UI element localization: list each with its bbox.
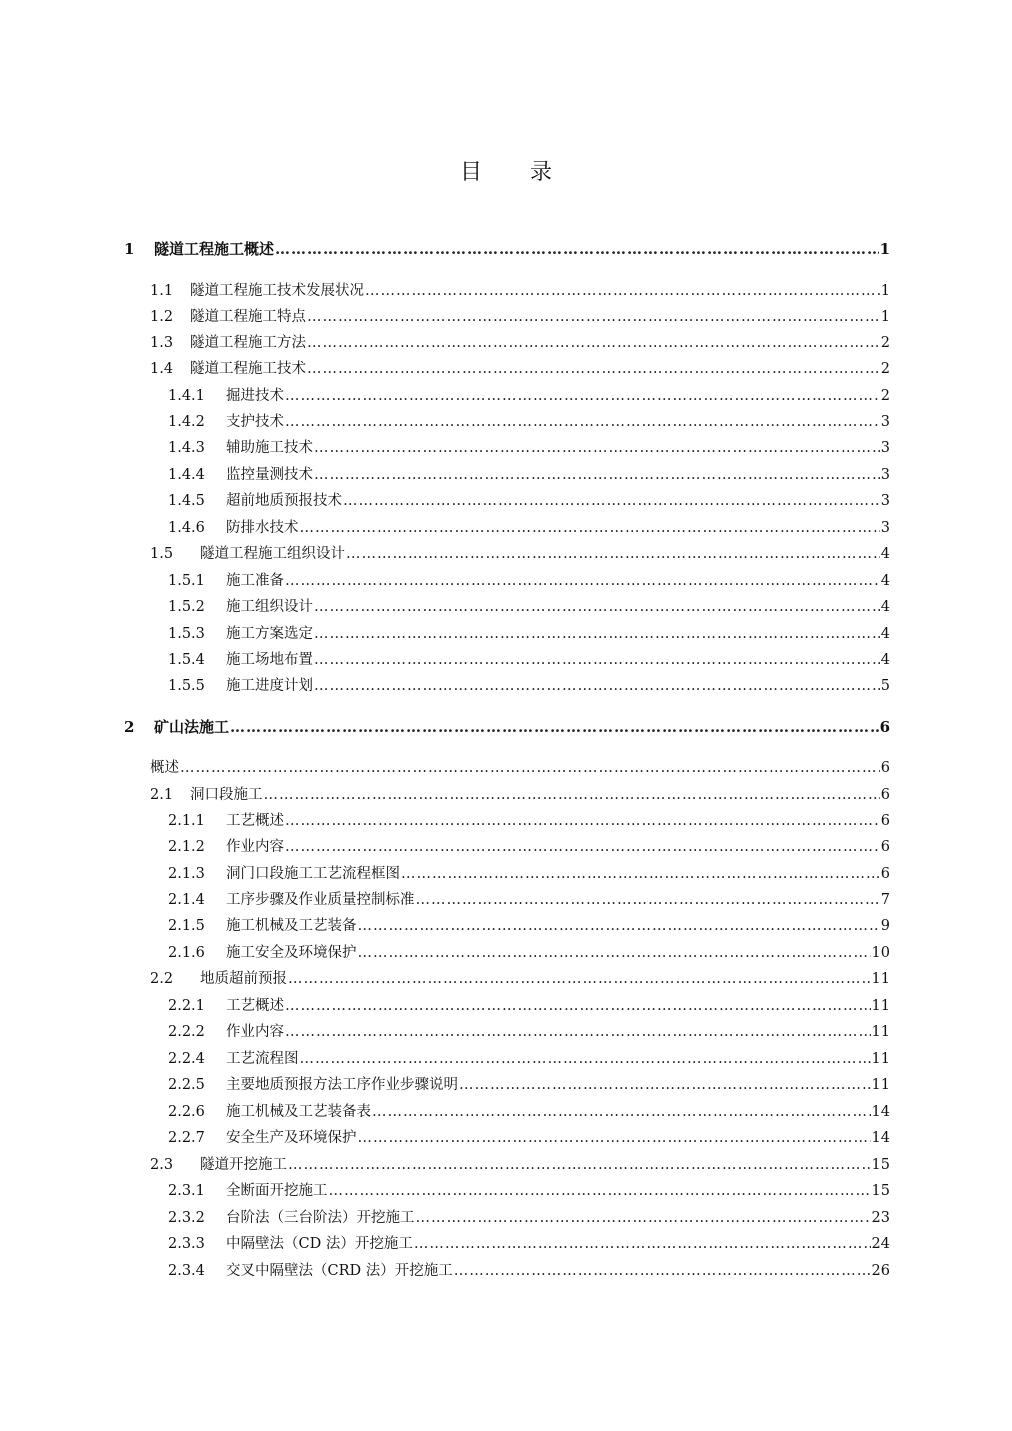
toc-leader-dots xyxy=(180,756,880,780)
toc-leader-dots xyxy=(288,1153,871,1177)
toc-page-number: 6 xyxy=(880,760,890,776)
toc-entry-title: 安全生产及环境保护 xyxy=(226,1130,357,1146)
toc-chapter-entry[interactable] xyxy=(124,715,890,739)
toc-page-number: 23 xyxy=(871,1210,890,1226)
toc-entry-number: 1.5.5 xyxy=(168,678,205,694)
toc-leader-dots xyxy=(285,1020,871,1044)
toc-page-number: 6 xyxy=(880,839,890,855)
toc-leader-dots xyxy=(314,595,880,619)
toc-page-number: 6 xyxy=(880,813,890,829)
toc-entry[interactable] xyxy=(168,674,890,698)
toc-leader-dots xyxy=(329,1179,871,1203)
toc-entry-title: 工艺概述 xyxy=(226,813,284,829)
toc-page-number: 3 xyxy=(880,467,890,483)
toc-entry-title: 中隔壁法（CD 法）开挖施工 xyxy=(226,1236,413,1252)
toc-page-number: 6 xyxy=(880,787,890,803)
toc-entry-title: 地质超前预报 xyxy=(200,971,287,987)
toc-leader-dots xyxy=(230,715,879,739)
toc-leader-dots xyxy=(365,279,880,303)
toc-page-number: 11 xyxy=(871,1051,890,1067)
toc-entry-title: 施工机械及工艺装备 xyxy=(226,918,357,934)
toc-leader-dots xyxy=(343,489,880,513)
toc-entry-number: 2.2.4 xyxy=(168,1051,205,1067)
toc-entry-title: 作业内容 xyxy=(226,839,284,855)
toc-entry-title: 全断面开挖施工 xyxy=(226,1183,328,1199)
toc-entry[interactable] xyxy=(168,648,890,672)
toc-page-number: 2 xyxy=(880,361,890,377)
toc-entry[interactable] xyxy=(168,941,890,965)
toc-leader-dots xyxy=(300,516,880,540)
toc-leader-dots xyxy=(285,410,880,434)
toc-entry-number: 1.5.2 xyxy=(168,599,205,615)
toc-leader-dots xyxy=(275,237,879,261)
toc-entry[interactable] xyxy=(150,331,890,355)
toc-entry-title: 施工场地布置 xyxy=(226,652,313,668)
toc-page-number: 3 xyxy=(880,493,890,509)
toc-page-number: 24 xyxy=(871,1236,890,1252)
toc-page-number: 9 xyxy=(880,918,890,934)
toc-page-number: 1 xyxy=(880,309,890,325)
toc-leader-dots xyxy=(454,1259,871,1283)
toc-entry[interactable] xyxy=(150,1153,890,1177)
toc-entry[interactable] xyxy=(168,1206,890,1230)
toc-entry-title: 施工组织设计 xyxy=(226,599,313,615)
toc-page-number: 15 xyxy=(871,1157,890,1173)
toc-entry[interactable] xyxy=(150,279,890,303)
toc-entry-number: 2.3.2 xyxy=(168,1210,205,1226)
toc-entry-number: 1 xyxy=(124,240,135,258)
toc-entry-title: 监控量测技术 xyxy=(226,467,313,483)
toc-entry-number: 2.2.5 xyxy=(168,1077,205,1093)
toc-entry-title: 隧道开挖施工 xyxy=(200,1157,287,1173)
toc-entry-number: 1.4.5 xyxy=(168,493,205,509)
toc-entry-number: 2.1 xyxy=(150,787,174,803)
toc-entry-title: 矿山法施工 xyxy=(154,718,230,736)
toc-entry[interactable] xyxy=(168,1126,890,1150)
toc-entry-title: 施工进度计划 xyxy=(226,678,313,694)
toc-page-number: 11 xyxy=(871,998,890,1014)
toc-page-number: 26 xyxy=(871,1263,890,1279)
toc-entry-number: 2.2.2 xyxy=(168,1024,205,1040)
toc-entry[interactable] xyxy=(168,1259,890,1283)
toc-entry-number: 2.1.5 xyxy=(168,918,205,934)
toc-entry-number: 2.2.1 xyxy=(168,998,205,1014)
toc-entry[interactable] xyxy=(150,756,890,780)
toc-entry-title: 隧道工程施工组织设计 xyxy=(200,546,345,562)
toc-leader-dots xyxy=(288,967,871,991)
toc-entry-number: 2.3.3 xyxy=(168,1236,205,1252)
toc-entry-title: 辅助施工技术 xyxy=(226,440,313,456)
toc-entry-number: 2.2.6 xyxy=(168,1104,205,1120)
toc-page-number: 3 xyxy=(880,520,890,536)
toc-leader-dots xyxy=(285,835,880,859)
toc-entry-title: 工艺流程图 xyxy=(226,1051,299,1067)
toc-leader-dots xyxy=(307,331,880,355)
toc-title xyxy=(0,155,1012,186)
toc-entry[interactable] xyxy=(150,783,890,807)
toc-entry-number: 1.4.6 xyxy=(168,520,205,536)
toc-entry[interactable] xyxy=(168,888,890,912)
toc-page-number: 6 xyxy=(879,718,890,736)
toc-entry[interactable] xyxy=(168,809,890,833)
toc-entry[interactable] xyxy=(168,1100,890,1124)
toc-entry-number: 1.4 xyxy=(150,361,174,377)
toc-leader-dots xyxy=(264,783,880,807)
toc-entry-number: 1.5 xyxy=(150,546,174,562)
toc-entry-title: 工艺概述 xyxy=(226,998,284,1014)
toc-entry[interactable] xyxy=(168,622,890,646)
toc-leader-dots xyxy=(358,914,880,938)
toc-entry-title: 超前地质预报技术 xyxy=(226,493,342,509)
toc-entry[interactable] xyxy=(168,489,890,513)
toc-entry-title: 洞口段施工 xyxy=(190,787,263,803)
toc-chapter-entry[interactable] xyxy=(124,237,890,261)
toc-leader-dots xyxy=(416,888,880,912)
toc-entry[interactable] xyxy=(168,1020,890,1044)
toc-leader-dots xyxy=(314,674,880,698)
toc-page-number: 4 xyxy=(880,573,890,589)
toc-leader-dots xyxy=(307,357,880,381)
toc-entry-number: 1.3 xyxy=(150,335,174,351)
toc-entry[interactable] xyxy=(168,994,890,1018)
toc-page-number: 2 xyxy=(880,388,890,404)
toc-entry[interactable] xyxy=(168,1179,890,1203)
toc-entry-title: 隧道工程施工技术 xyxy=(190,361,306,377)
toc-leader-dots xyxy=(285,809,880,833)
toc-page-number: 11 xyxy=(871,1077,890,1093)
toc-page-number: 7 xyxy=(880,892,890,908)
toc-entry[interactable] xyxy=(168,1232,890,1256)
toc-entry-title: 支护技术 xyxy=(226,414,284,430)
toc-page-number: 4 xyxy=(880,652,890,668)
toc-leader-dots xyxy=(307,305,880,329)
toc-leader-dots xyxy=(300,1047,871,1071)
toc-page-number: 5 xyxy=(880,678,890,694)
toc-entry-number: 2.3.4 xyxy=(168,1263,205,1279)
toc-entry-number: 2.3.1 xyxy=(168,1183,205,1199)
toc-entry[interactable] xyxy=(168,595,890,619)
toc-entry-title: 隧道工程施工技术发展状况 xyxy=(190,283,364,299)
toc-page-number: 15 xyxy=(871,1183,890,1199)
toc-entry-number: 1.1 xyxy=(150,283,174,299)
toc-page-number: 2 xyxy=(880,335,890,351)
toc-page-number: 4 xyxy=(880,626,890,642)
toc-entry-number: 2.2 xyxy=(150,971,174,987)
toc-entry[interactable] xyxy=(168,463,890,487)
toc-entry[interactable] xyxy=(168,1047,890,1071)
toc-entry-number: 1.4.2 xyxy=(168,414,205,430)
toc-page-number: 4 xyxy=(880,599,890,615)
toc-leader-dots xyxy=(414,1232,871,1256)
toc-entry[interactable] xyxy=(150,967,890,991)
toc-entry-title: 施工方案选定 xyxy=(226,626,313,642)
toc-entry-title: 施工准备 xyxy=(226,573,284,589)
toc-leader-dots xyxy=(314,622,880,646)
toc-entry[interactable] xyxy=(150,305,890,329)
toc-entry-number: 2.1.6 xyxy=(168,945,205,961)
toc-entry-number: 2.1.2 xyxy=(168,839,205,855)
toc-leader-dots xyxy=(416,1206,871,1230)
toc-leader-dots xyxy=(346,542,880,566)
toc-entry-number: 1.4.3 xyxy=(168,440,205,456)
toc-entry[interactable] xyxy=(168,569,890,593)
toc-leader-dots xyxy=(314,436,880,460)
toc-entry-number: 1.5.3 xyxy=(168,626,205,642)
toc-leader-dots xyxy=(459,1073,871,1097)
toc-page-number: 4 xyxy=(880,546,890,562)
toc-entry-title: 防排水技术 xyxy=(226,520,299,536)
toc-entry[interactable] xyxy=(168,835,890,859)
toc-entry-number: 1.4.1 xyxy=(168,388,205,404)
toc-entry-title: 掘进技术 xyxy=(226,388,284,404)
toc-entry[interactable] xyxy=(168,516,890,540)
toc-entry-title: 概述 xyxy=(150,760,179,776)
toc-entry[interactable] xyxy=(168,1073,890,1097)
toc-title-right: 录 xyxy=(530,160,553,185)
toc-entry[interactable] xyxy=(150,542,890,566)
toc-page-number: 3 xyxy=(880,414,890,430)
toc-page-number: 14 xyxy=(871,1130,890,1146)
toc-page-number: 6 xyxy=(880,866,890,882)
toc-leader-dots xyxy=(358,941,871,965)
toc-page-number: 3 xyxy=(880,440,890,456)
toc-entry[interactable] xyxy=(168,410,890,434)
toc-leader-dots xyxy=(358,1126,871,1150)
toc-entry-number: 1.2 xyxy=(150,309,174,325)
toc-leader-dots xyxy=(285,569,880,593)
toc-page-number: 1 xyxy=(879,240,890,258)
toc-entry-title: 作业内容 xyxy=(226,1024,284,1040)
toc-entry-title: 台阶法（三台阶法）开挖施工 xyxy=(226,1210,415,1226)
toc-title-left: 目 xyxy=(459,160,482,185)
toc-entry-number: 2.1.3 xyxy=(168,866,205,882)
toc-entry-number: 2.1.1 xyxy=(168,813,205,829)
toc-entry[interactable] xyxy=(150,357,890,381)
toc-entry-number: 2.3 xyxy=(150,1157,174,1173)
toc-entry-number: 1.4.4 xyxy=(168,467,205,483)
toc-entry[interactable] xyxy=(168,436,890,460)
toc-leader-dots xyxy=(314,463,880,487)
toc-entry-title: 隧道工程施工概述 xyxy=(154,240,275,258)
toc-leader-dots xyxy=(285,994,871,1018)
toc-leader-dots xyxy=(401,862,880,886)
toc-entry-title: 交叉中隔壁法（CRD 法）开挖施工 xyxy=(226,1263,453,1279)
toc-leader-dots xyxy=(285,384,880,408)
toc-entry-title: 主要地质预报方法工序作业步骤说明 xyxy=(226,1077,458,1093)
toc-entry-number: 2.1.4 xyxy=(168,892,205,908)
toc-entry-number: 1.5.1 xyxy=(168,573,205,589)
toc-entry[interactable] xyxy=(168,384,890,408)
toc-entry-number: 2 xyxy=(124,718,135,736)
toc-entry[interactable] xyxy=(168,862,890,886)
toc-entry-title: 施工机械及工艺装备表 xyxy=(226,1104,371,1120)
toc-page-number: 1 xyxy=(880,283,890,299)
toc-leader-dots xyxy=(314,648,880,672)
toc-page-number: 10 xyxy=(871,945,890,961)
toc-page-number: 11 xyxy=(871,971,890,987)
toc-entry-title: 隧道工程施工方法 xyxy=(190,335,306,351)
toc-entry-title: 洞门口段施工工艺流程框图 xyxy=(226,866,400,882)
toc-page-number: 11 xyxy=(871,1024,890,1040)
toc-entry-title: 工序步骤及作业质量控制标准 xyxy=(226,892,415,908)
toc-entry[interactable] xyxy=(168,914,890,938)
toc-entry-title: 隧道工程施工特点 xyxy=(190,309,306,325)
toc-entry-title: 施工安全及环境保护 xyxy=(226,945,357,961)
toc-entry-number: 2.2.7 xyxy=(168,1130,205,1146)
toc-leader-dots xyxy=(372,1100,871,1124)
toc-entry-number: 1.5.4 xyxy=(168,652,205,668)
toc-page-number: 14 xyxy=(871,1104,890,1120)
